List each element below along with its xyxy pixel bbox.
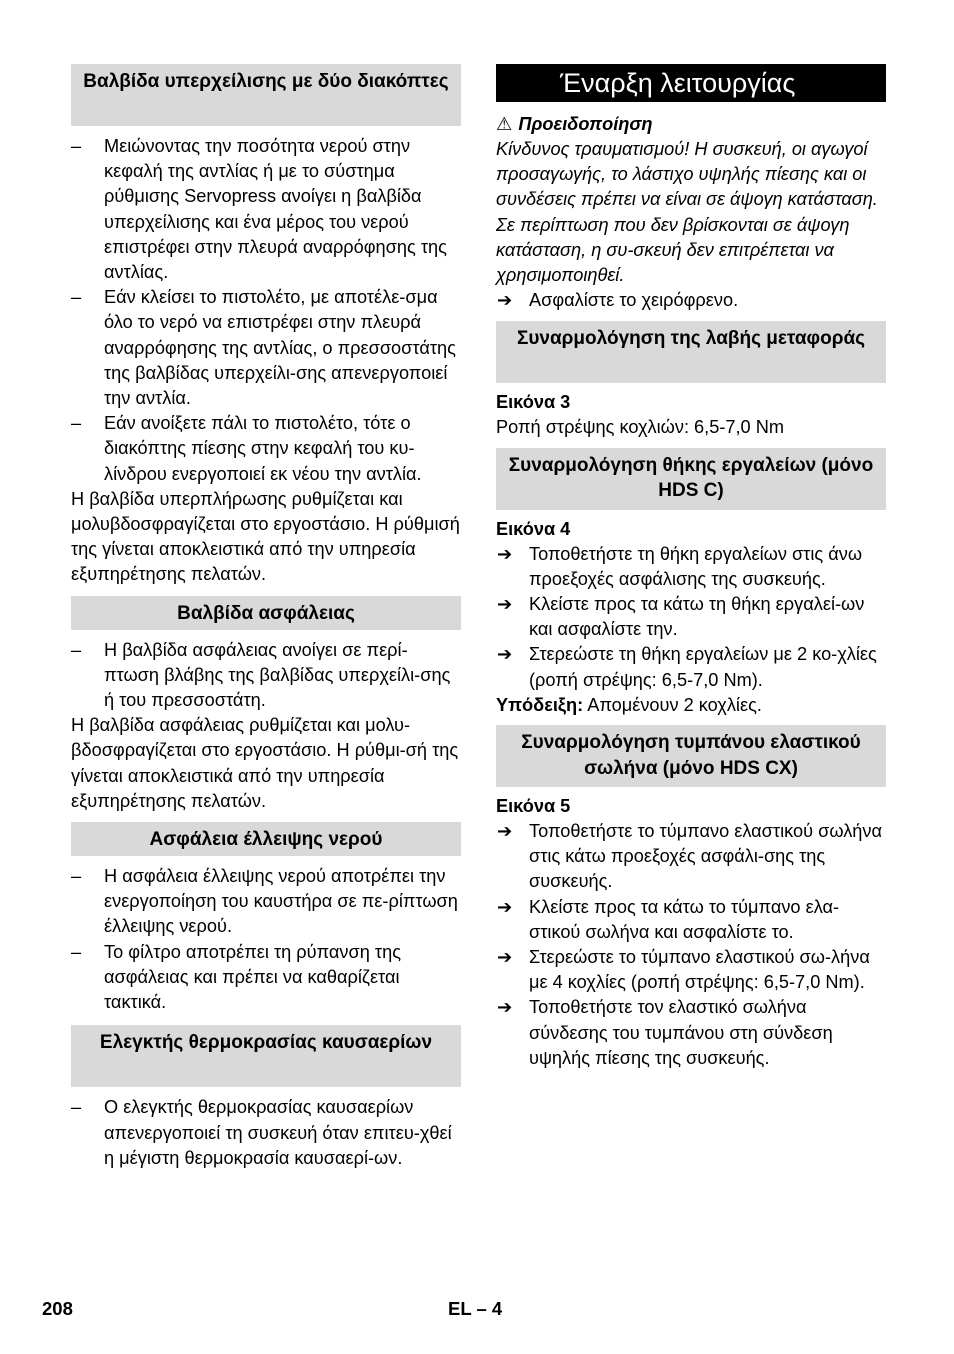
step-text: Κλείστε προς τα κάτω τη θήκη εργαλεί-ων και ασφαλίστε την. — [529, 594, 865, 640]
paragraph: Η βαλβίδα ασφάλειας ρυθμίζεται και μολυ-βδοσφραγίζεται στο εργοστάσιο. Η ρύθμι-σή της γίνεται αποκλειστικά από την υπηρεσία εξυπηρέτησης πελατών. — [71, 715, 459, 811]
section-heading-tool-case: Συναρμολόγηση θήκης εργαλείων (μόνο HDS C) — [496, 448, 886, 510]
left-column — [71, 64, 461, 1171]
list-item — [71, 411, 461, 487]
instruction-step — [496, 995, 886, 1071]
list-item — [71, 864, 461, 940]
section-heading-exhaust-temp: Ελεγκτής θερμοκρασίας καυσαερίων — [71, 1025, 461, 1087]
figure-reference: Εικόνα 4 — [496, 518, 571, 539]
arrow-icon: ➔ — [497, 821, 513, 842]
language-page-label: EL – 4 — [448, 1298, 503, 1319]
section-heading-hose-drum: Συναρμολόγηση τυμπάνου ελαστικού σωλήνα (μόνο HDS CX) — [496, 725, 886, 787]
list-item-text: Η ασφάλεια έλλειψης νερού αποτρέπει την ενεργοποίηση του καυστήρα σε πε-ρίπτωση έλλειψης νερού. — [104, 866, 458, 937]
warning-heading — [496, 112, 886, 137]
instruction-step — [496, 819, 886, 895]
instruction-step — [496, 895, 886, 945]
figure-reference: Εικόνα 5 — [496, 796, 571, 817]
dash-marker: – — [71, 287, 82, 308]
instruction-step — [496, 945, 886, 995]
list-item-text: Μειώνοντας την ποσότητα νερού στην κεφαλή της αντλίας ή με το σύστημα ρύθμισης Servopress ανοίγει η βαλβίδα υπερχείλισης και ένα μέρος του νερού επιστρέφει στην πλευρά αναρρόφησης της αντλίας. — [104, 136, 447, 283]
list-item — [71, 285, 461, 411]
figure-reference: Εικόνα 3 — [496, 392, 571, 413]
page-number: 208 — [42, 1298, 73, 1319]
arrow-icon: ➔ — [497, 594, 513, 615]
note-text: Απομένουν 2 κοχλίες. — [583, 694, 762, 715]
section-heading-carry-handle: Συναρμολόγηση της λαβής μεταφοράς — [496, 321, 886, 383]
dash-marker: – — [71, 136, 82, 156]
section-heading-water-shortage: Ασφάλεια έλλειψης νερού — [71, 822, 461, 856]
step-text: Κλείστε προς τα κάτω το τύμπανο ελα-στικού σωλήνα και ασφαλίστε το. — [529, 896, 840, 942]
arrow-icon: ➔ — [497, 896, 513, 917]
list-item-text: Η βαλβίδα ασφάλειας ανοίγει σε περί-πτωση βλάβης της βαλβίδας υπερχείλι-σης ή του πρεσσοστάτη. — [104, 639, 451, 711]
instruction-step — [496, 642, 886, 692]
dash-marker: – — [71, 866, 82, 887]
step-text: Τοποθετήστε τον ελαστικό σωλήνα σύνδεσης του τυμπάνου στη σύνδεση υψηλής πίεσης της συσκευής. — [529, 997, 833, 1068]
arrow-icon: ➔ — [497, 644, 513, 665]
instruction-step — [496, 542, 886, 592]
step-text: Στερεώστε το τύμπανο ελαστικού σω-λήνα με 4 κοχλίες (ροπή στρέψης: 6,5-7,0 Nm). — [529, 947, 870, 993]
main-section-title: Έναρξη λειτουργίας — [496, 64, 886, 102]
arrow-icon: ➔ — [497, 997, 513, 1018]
list-item — [71, 940, 461, 1016]
dash-marker: – — [71, 1097, 82, 1118]
note — [496, 693, 886, 718]
dash-marker: – — [71, 941, 82, 962]
instruction-step — [496, 592, 886, 642]
arrow-icon: ➔ — [497, 290, 513, 311]
section-heading-safety-valve: Βαλβίδα ασφάλειας — [71, 596, 461, 630]
arrow-icon: ➔ — [497, 543, 513, 564]
section-heading-overflow-valve: Βαλβίδα υπερχείλισης με δύο διακόπτες — [71, 64, 461, 126]
step-text: Τοποθετήστε το τύμπανο ελαστικού σωλήνα στις κάτω προεξοχές ασφάλι-σης της συσκευής. — [529, 821, 883, 892]
list-item-text: Εάν ανοίξετε πάλι το πιστολέτο, τότε ο διακόπτης πίεσης στην κεφαλή του κυ-λίνδρου ενεργοποιεί εκ νέου την αντλία. — [104, 413, 422, 484]
list-item-text: Ο ελεγκτής θερμοκρασίας καυσαερίων απενεργοποιεί τη συσκευή όταν επιτευ-χθεί η μέγιστη θερμοκρασία καυσαερί-ων. — [104, 1097, 452, 1168]
dash-marker: – — [71, 639, 82, 660]
paragraph: Η βαλβίδα υπερπλήρωσης ρυθμίζεται και μολυβδοσφραγίζεται στο εργοστάσιο. Η ρύθμισή της γίνεται αποκλειστικά από την υπηρεσία εξυπηρέτησης πελατών. — [71, 488, 460, 585]
instruction-step — [496, 288, 886, 313]
note-label: Υπόδειξη: — [496, 694, 584, 715]
step-text: Ασφαλίστε το χειρόφρενο. — [529, 290, 739, 311]
dash-marker: – — [71, 413, 82, 434]
warning-icon: ⚠ — [496, 114, 513, 134]
arrow-icon: ➔ — [497, 947, 513, 968]
list-item — [71, 134, 461, 285]
step-text: Στερεώστε τη θήκη εργαλείων με 2 κο-χλίες (ροπή στρέψης: 6,5-7,0 Nm). — [529, 644, 877, 690]
list-item-text: Το φίλτρο αποτρέπει τη ρύπανση της ασφάλειας και πρέπει να καθαρίζεται τακτικά. — [104, 941, 401, 1013]
step-text: Τοποθετήστε τη θήκη εργαλείων στις άνω προεξοχές ασφάλισης της συσκευής. — [529, 543, 863, 589]
list-item — [71, 638, 461, 714]
list-item-text: Εάν κλείσει το πιστολέτο, με αποτέλε-σμα όλο το νερό να επιστρέφει στην πλευρά αναρρόφησης της αντλίας, ο πρεσσοστάτης της βαλβίδας υπερχείλι-σης απενεργοποιεί την αντλία. — [104, 287, 456, 409]
paragraph: Ροπή στρέψης κοχλιών: 6,5-7,0 Nm — [496, 417, 785, 438]
warning-title: Προειδοποίηση — [518, 114, 653, 134]
warning-text: Κίνδυνος τραυματισμού! Η συσκευή, οι αγωγοί προσαγωγής, το λάστιχο υψηλής πίεσης και οι συνδέσεις πρέπει να είναι σε άψογη κατάσταση. Σε περίπτωση που δεν βρίσκονται σε άψογη κατάσταση, η συ-σκευή δεν επιτρέπεται να χρησιμοποιηθεί. — [496, 139, 878, 286]
list-item — [71, 1095, 461, 1171]
right-column — [496, 64, 886, 1071]
